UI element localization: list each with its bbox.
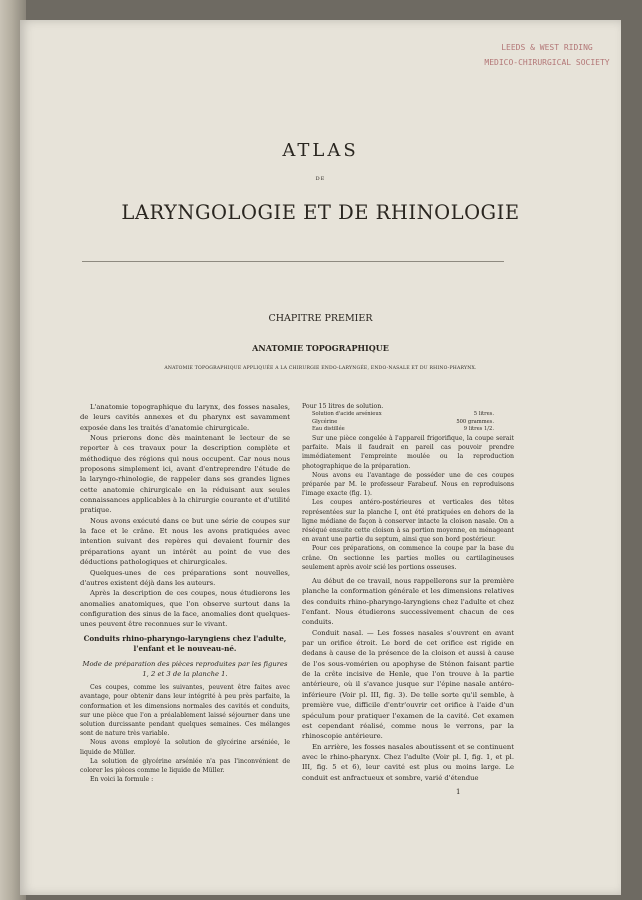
library-stamp: [482, 40, 612, 70]
recipe-item: Solution d'acide arsénieux: [312, 411, 382, 418]
title-divider: [82, 261, 504, 262]
recipe-item: Glycérine: [312, 418, 338, 425]
paragraph: Sur une pièce congelée à l'appareil frigorifique, la coupe serait parfaite. Mais il faudrait en pareil cas pouvoir prendre immédiatement l'empreinte moulée ou la reproduction photographique de la préparation.: [302, 434, 514, 470]
left-text-column: [80, 402, 290, 784]
stamp-line-2: MEDICO-CHIRURGICAL SOCIETY: [484, 58, 610, 67]
paragraph: Nous avons eu l'avantage de posséder une de ces coupes préparée par M. le professeur Farabeuf. Nous en reproduisons l'image exacte (fig. 1).: [302, 471, 514, 498]
recipe-row: [312, 426, 514, 434]
stamp-line-1: LEEDS & WEST RIDING: [501, 43, 593, 52]
section-title: Conduits rhino-pharyngo-laryngiens chez l'adulte, l'enfant et le nouveau-né.: [83, 633, 287, 654]
paragraph: Pour 15 litres de solution.: [302, 403, 384, 410]
book-page: [20, 20, 621, 895]
recipe-qty: 500 grammes.: [456, 418, 494, 425]
figure-caption: Mode de préparation des pièces reproduites par les figures 1, 2 et 3 de la planche 1.: [82, 659, 288, 678]
paragraph: Pour ces préparations, on commence la coupe par la base du crâne. On sectionne les parties molles ou cartilagineuses seulement après avoir scié les portions osseuses.: [302, 545, 514, 571]
chapter-title: ANATOMIE TOPOGRAPHIQUE: [252, 343, 389, 353]
paragraph: Après la description de ces coupes, nous étudierons les anomalies anatomiques, que l'on observe surtout dans la configuration des sinus de la face, anomalies dont quelques-unes peuvent être reconnues sur le vivant.: [80, 589, 290, 629]
paragraph: Ces coupes, comme les suivantes, peuvent être faites avec avantage, pour obtenir dans leur intégrité à peu près parfaite, la conformation et les dimensions normales des cavités et conduits, sur une pièce que l'on a préalablement laissé séjourner dans une solution durcissante pendant quelques semaines. Ces mélanges sont de nature très variable.: [80, 684, 290, 738]
recipe-list: [302, 411, 514, 434]
chapter-subtitle: ANATOMIE TOPOGRAPHIQUE APPLIQUÉE A LA CHIRURGIE ENDO-LARYNGÉE, ENDO-NASALE ET DU RHINO-PHARYNX.: [164, 366, 477, 371]
paragraph: Les coupes antéro-postérieures et verticales des têtes représentées sur la planche I, ont été pratiquées en dehors de la ligne médiane de façon à conserver intacte la cloison nasale. On a réséqué ensuite cette cloison à sa portion moyenne, en ménageant en avant une partie du septum, ainsi que son bord postérieur.: [302, 499, 514, 544]
paragraph: Conduit nasal. — Les fosses nasales s'ouvrent en avant par un orifice étroit. Le bord de cet orifice est rigide en dedans à cause de la présence de la cloison et aussi à cause de l'os sous-vomérien ou apophyse de Sténon faisant partie de la crête incisive de Henle, que l'on trouve à la partie antérieure, où il s'avance jusque sur l'épine nasale antéro-inférieure (Voir pl. III, fig. 3). De telle sorte qu'il semble, à première vue, difficile d'entr'ouvrir cet orifice à l'aide d'un spéculum pour pratiquer l'examen de la cavité. Cet examen est cependant réalisé, comme nous le verrons, par la rhinoscopie antérieure.: [302, 628, 514, 741]
paragraph: Nous avons employé la solution de glycérine arséniée, le liquide de Müller.: [80, 739, 290, 756]
paragraph: Nous prierons donc dès maintenant le lecteur de se reporter à ces travaux pour la description complète et méthodique des régions qui nous occupent. Car nous nous proposons simplement ici, avant d'entreprendre l'étude de la laryngo-rhinologie, de rappeler dans ses grandes lignes cette anatomie chirurgicale en la réduisant aux seules connaissances applicables à la chirurgie courante et d'utilité pratique.: [80, 434, 290, 515]
recipe-qty: 5 litres.: [473, 411, 494, 418]
recipe-row: [312, 411, 514, 419]
page-number: 1: [456, 788, 461, 796]
paragraph: Au début de ce travail, nous rappellerons sur la première planche la conformation générale et les dimensions relatives des conduits rhino-pharyngo-laryngiens chez l'adulte et chez l'enfant. Nous étudierons successivement chacun de ces conduits.: [302, 577, 514, 627]
paragraph: En arrière, les fosses nasales aboutissent et se continuent avec le rhino-pharynx. Chez l'adulte (Voir pl. I, fig. 1, et pl. III, fig. 5 et 6), leur cavité est plus ou moins large. Le conduit est anfractueux et sombre, varié d'étendue: [302, 742, 514, 782]
paragraph: En voici la formule :: [90, 776, 154, 784]
book-main-title: LARYNGOLOGIE ET DE RHINOLOGIE: [121, 201, 520, 224]
right-text-column: [302, 402, 514, 783]
book-title: ATLAS: [282, 140, 359, 161]
chapter-heading: CHAPITRE PREMIER: [268, 313, 373, 324]
paragraph: L'anatomie topographique du larynx, des fosses nasales, de leurs cavités annexes et du pharynx est savamment exposée dans les traités d'anatomie chirurgicale.: [80, 403, 290, 432]
paragraph: La solution de glycérine arséniée n'a pas l'inconvénient de colorer les pièces comme le liquide de Müller.: [80, 757, 290, 775]
title-connector: DE: [315, 176, 326, 182]
recipe-item: Eau distillée: [312, 426, 345, 433]
paragraph: Quelques-unes de ces préparations sont nouvelles, d'autres existent déjà dans les auteurs.: [80, 568, 290, 587]
paragraph: Nous avons exécuté dans ce but une série de coupes sur la face et le crâne. Et nous les avons pratiquées avec intention suivant des repères qui devaient fournir des préparations ayant un intérêt au point de vue des déductions pathologiques et chirurgicales.: [80, 516, 290, 567]
recipe-qty: 9 litres 1/2.: [463, 426, 494, 433]
